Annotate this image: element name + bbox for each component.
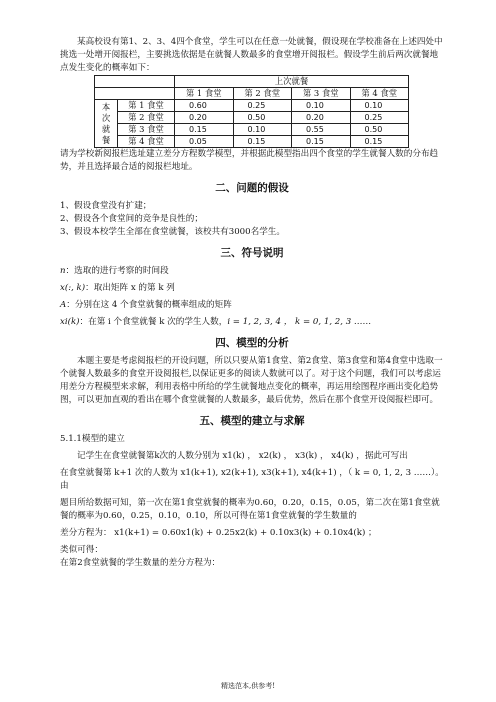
symbol-def-a <box>60 299 444 312</box>
page-footer: 精选范本,供参考! <box>220 682 276 690</box>
side-header-text: 本 次 就 餐 <box>101 101 111 145</box>
section-title-model: 五、模型的建立与求解 <box>199 415 305 427</box>
row-label-1: 第 1 食堂 <box>118 100 175 112</box>
cell-3-2: 0.10 <box>233 124 292 136</box>
row-label-2: 第 2 食堂 <box>118 112 175 124</box>
col-header-4: 第 4 食堂 <box>350 88 409 100</box>
symbol-n: n <box>60 266 66 276</box>
cell-1-2: 0.25 <box>233 100 292 112</box>
cell-2-2: 0.50 <box>233 112 292 124</box>
cell-1-1: 0.60 <box>175 100 234 112</box>
cell-4-3: 0.15 <box>292 136 351 148</box>
probability-table <box>94 75 409 148</box>
cell-4-1: 0.05 <box>175 136 234 148</box>
cell-4-4: 0.15 <box>350 136 409 148</box>
symbol-xk: x(:, k) <box>60 283 86 293</box>
cell-3-4: 0.50 <box>350 124 409 136</box>
table-corner-2 <box>95 88 175 100</box>
col-header-3: 第 3 食堂 <box>292 88 351 100</box>
table-side-header <box>95 100 118 148</box>
cell-2-1: 0.20 <box>175 112 234 124</box>
row-label-4: 第 4 食堂 <box>118 136 175 148</box>
model-paragraph-3: 类似可得： <box>60 545 103 555</box>
model-paragraph-1a: 记学生在食堂就餐第k次的人数分别为 x1(k) ， x2(k) ， x3(k) ， x4(k) ，据此可写出 <box>77 451 408 461</box>
assumption-3: 3、假设本校学生全部在食堂就餐，该校共有3000名学生。 <box>60 227 285 237</box>
assumption-2: 2、假设各个食堂间的竞争是良性的； <box>60 214 203 224</box>
symbol-def-xk <box>60 282 444 295</box>
cell-3-3: 0.55 <box>292 124 351 136</box>
cell-1-4: 0.10 <box>350 100 409 112</box>
task-paragraph: 请为学校新阅报栏选址建立差分方程数学模型，并根据此模型指出四个食堂的学生就餐人数的分布趋势，并且选择最合适的阅报栏地址。 <box>60 149 439 172</box>
symbol-def-xi <box>60 316 444 329</box>
model-paragraph-2: 题目所给数据可知，第一次在第1食堂就餐的概率为0.60，0.20，0.15，0.05，第二次在第1食堂就餐的概率为0.60，0.25，0.10，0.10，所以可得在第1食堂就餐的学生数量的 <box>60 498 440 521</box>
symbol-a: A <box>60 300 67 310</box>
symbol-xi-range: i = 1, 2, 3, 4 ， k = 0, 1, 2, 3 …… <box>227 317 372 327</box>
cell-1-3: 0.10 <box>292 100 351 112</box>
cell-4-2: 0.15 <box>233 136 292 148</box>
col-header-1: 第 1 食堂 <box>175 88 234 100</box>
symbol-xi-text: ：在第 i 个食堂就餐 k 次的学生人数， <box>79 317 228 327</box>
section-title-assumptions: 二、问题的假设 <box>215 182 289 194</box>
symbol-a-text: ：分别在这 4 个食堂就餐的概率组成的矩阵 <box>66 300 232 310</box>
model-paragraph-1b: 在食堂就餐第 k+1 次的人数为 x1(k+1), x2(k+1), x3(k+1), x4(k+1) ，（ k = 0, 1, 2, 3 ……）。由 <box>60 468 444 491</box>
intro-paragraph: 某高校设有第1、2、3、4四个食堂，学生可以在任意一处就餐，假设现在学校准备在上述四处中挑选一处增开阅报栏，主要挑选依据是在就餐人数最多的食堂增开阅报栏。假设学生前后两次就餐地点发生变化的概率如下： <box>60 37 443 73</box>
subsection-title: 5.1.1模型的建立 <box>60 434 125 444</box>
symbol-def-n <box>60 265 444 278</box>
document-body <box>60 36 444 570</box>
table-corner <box>95 76 175 88</box>
section-title-symbols: 三、符号说明 <box>220 247 284 259</box>
col-header-2: 第 2 食堂 <box>233 88 292 100</box>
symbol-xk-text: ：取出矩阵 x 的第 k 列 <box>85 283 175 293</box>
model-paragraph-4: 在第2食堂就餐的学生数量的差分方程为： <box>60 558 221 568</box>
symbol-n-text: ：选取的进行考察的时间段 <box>65 266 169 276</box>
section-title-analysis: 四、模型的分析 <box>215 337 289 349</box>
assumption-1: 1、假设食堂没有扩建； <box>60 201 152 211</box>
difference-equation-1: 差分方程为： x1(k+1) = 0.60x1(k) + 0.25x2(k) + 0.10x3(k) + 0.10x4(k) ； <box>60 528 377 538</box>
cell-3-1: 0.15 <box>175 124 234 136</box>
cell-2-3: 0.20 <box>292 112 351 124</box>
analysis-paragraph: 本题主要是考虑阅报栏的开设问题，所以只要从第1食堂、第2食堂、第3食堂和第4食堂中选取一个就餐人数最多的食堂开设阅报栏,以保证更多的阅读人数就可以了。对于这个问题，我们可以考虑运用差分方程模型来求解，利用表格中所给的学生就餐地点变化的概率，再运用绘图程序画出变化趋势图，可以更加直观的看出在哪个食堂就餐的人数最多，最后优势，然后在那个食堂开设阅报栏即可。 <box>60 356 443 405</box>
symbol-xi: xi(k) <box>60 317 80 327</box>
table-top-header: 上次就餐 <box>175 76 409 88</box>
row-label-3: 第 3 食堂 <box>118 124 175 136</box>
cell-2-4: 0.25 <box>350 112 409 124</box>
